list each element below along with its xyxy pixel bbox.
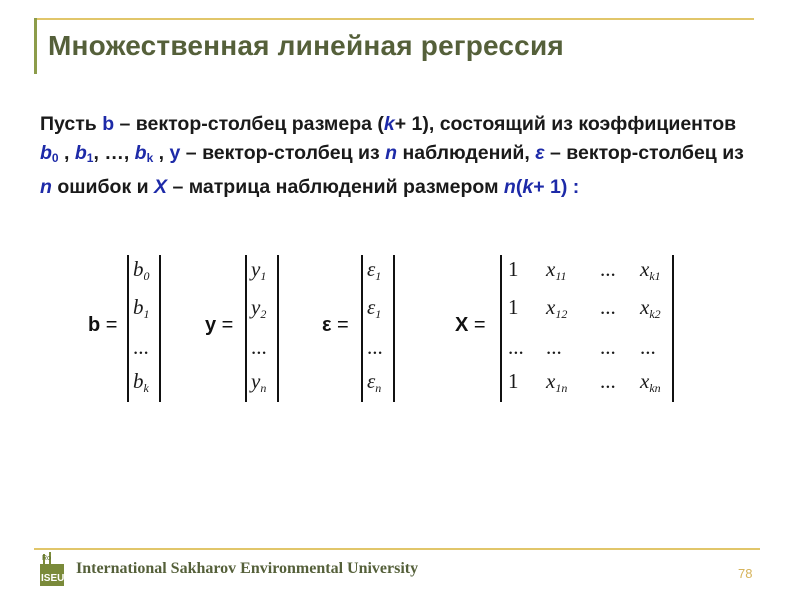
cell-symbol: ... bbox=[508, 335, 524, 359]
matrix-cell bbox=[640, 257, 661, 284]
cell-subscript: 1n bbox=[555, 381, 568, 395]
text-run: , bbox=[153, 142, 170, 164]
cell-symbol: x bbox=[546, 295, 556, 319]
cell-symbol: y bbox=[251, 295, 261, 319]
matrix-cell bbox=[640, 369, 661, 396]
cell-subscript: 0 bbox=[143, 269, 150, 283]
cell-symbol: x bbox=[546, 369, 556, 393]
cell-symbol: 1 bbox=[508, 369, 519, 393]
matrix-cell bbox=[367, 335, 383, 360]
cell-subscript: kn bbox=[649, 381, 661, 395]
matrix-cell bbox=[640, 295, 661, 322]
matrix-cell bbox=[508, 369, 519, 394]
matrix-b-name: b bbox=[88, 314, 101, 336]
matrix-cell bbox=[367, 295, 381, 322]
matrix-cell bbox=[251, 369, 266, 396]
matrix-X bbox=[500, 255, 674, 402]
cell-symbol: ... bbox=[600, 335, 616, 359]
cell-symbol: ... bbox=[640, 335, 656, 359]
bottom-frame-line bbox=[34, 548, 760, 550]
matrix-epsilon-name: ε bbox=[322, 314, 332, 336]
cell-symbol: ε bbox=[367, 257, 376, 281]
cell-subscript: 1 bbox=[375, 307, 382, 321]
cell-symbol: y bbox=[251, 369, 261, 393]
text-run: – матрица наблюдений размером bbox=[167, 176, 504, 198]
matrix-cell bbox=[251, 295, 266, 322]
cell-symbol: ... bbox=[546, 335, 562, 359]
symbol-k: k bbox=[383, 113, 395, 135]
symbol-n: n bbox=[503, 176, 516, 198]
matrix-y-label bbox=[205, 314, 233, 337]
cell-subscript: n bbox=[375, 381, 382, 395]
matrix-y-name: y bbox=[205, 314, 217, 336]
symbol-b: b bbox=[102, 113, 115, 135]
equals-sign: = bbox=[331, 314, 349, 336]
text-run: + 1) : bbox=[533, 176, 580, 198]
text-run: наблюдений, bbox=[397, 142, 536, 164]
cell-symbol: x bbox=[640, 369, 650, 393]
matrix-cell bbox=[133, 295, 150, 322]
top-frame-line bbox=[34, 18, 754, 20]
cell-subscript: 11 bbox=[555, 269, 567, 283]
cell-subscript: 1 bbox=[143, 307, 150, 321]
text-run: ( bbox=[515, 176, 523, 198]
matrix-cell bbox=[546, 295, 567, 322]
cell-subscript: 1 bbox=[260, 269, 267, 283]
cell-symbol: ... bbox=[133, 335, 149, 359]
cell-symbol: ε bbox=[367, 369, 376, 393]
matrix-cell bbox=[133, 369, 149, 396]
symbol-X: X bbox=[154, 176, 168, 198]
matrix-X-name: X bbox=[455, 314, 469, 336]
text-run: – вектор-столбец из bbox=[544, 142, 744, 164]
text-run: , …, bbox=[93, 142, 135, 164]
matrix-cell bbox=[600, 257, 616, 282]
matrix-cell bbox=[251, 335, 267, 360]
logo-text: ISEU bbox=[41, 573, 64, 584]
cell-subscript: k bbox=[143, 381, 149, 395]
text-run: Пусть bbox=[40, 113, 103, 135]
logo-mark-text: Ro bbox=[42, 555, 51, 562]
subscript: 0 bbox=[51, 151, 59, 165]
symbol-b0: b bbox=[40, 142, 52, 164]
cell-symbol: b bbox=[133, 369, 144, 393]
cell-symbol: y bbox=[251, 257, 261, 281]
cell-symbol: ... bbox=[251, 335, 267, 359]
symbol-epsilon: ε bbox=[535, 142, 545, 164]
cell-symbol: ... bbox=[600, 295, 616, 319]
matrix-cell bbox=[546, 335, 562, 360]
matrix-epsilon bbox=[361, 255, 395, 402]
left-frame-line bbox=[34, 18, 37, 74]
text-run: – вектор-столбец из bbox=[180, 142, 386, 164]
equals-sign: = bbox=[468, 314, 486, 336]
cell-symbol: x bbox=[640, 295, 650, 319]
matrix-cell bbox=[133, 257, 150, 284]
equals-sign: = bbox=[216, 314, 234, 336]
cell-symbol: 1 bbox=[508, 295, 519, 319]
matrix-cell bbox=[367, 257, 381, 284]
symbol-y: y bbox=[169, 142, 181, 164]
text-run: ошибок и bbox=[51, 176, 155, 198]
matrix-b bbox=[127, 255, 161, 402]
matrix-b-label bbox=[88, 314, 117, 337]
matrix-cell bbox=[508, 257, 519, 282]
text-run: – вектор-столбец размера ( bbox=[114, 113, 384, 135]
slide-title: Множественная линейная регрессия bbox=[48, 30, 564, 61]
matrix-cell bbox=[367, 369, 381, 396]
university-name: International Sakharov Environmental University bbox=[76, 560, 419, 577]
matrix-cell bbox=[251, 257, 266, 284]
cell-subscript: 1 bbox=[375, 269, 382, 283]
cell-symbol: b bbox=[133, 257, 144, 281]
matrix-cell bbox=[600, 335, 616, 360]
cell-symbol: ... bbox=[600, 257, 616, 281]
symbol-b1: b bbox=[74, 142, 87, 164]
cell-subscript: k1 bbox=[649, 269, 661, 283]
matrix-cell bbox=[546, 369, 567, 396]
matrix-cell bbox=[600, 295, 616, 320]
cell-symbol: ... bbox=[367, 335, 383, 359]
slide-paragraph bbox=[40, 110, 760, 202]
matrix-cell bbox=[508, 335, 524, 360]
cell-symbol: ε bbox=[367, 295, 376, 319]
matrix-cell bbox=[600, 369, 616, 394]
cell-symbol: b bbox=[133, 295, 144, 319]
cell-symbol: ... bbox=[600, 369, 616, 393]
matrix-cell bbox=[133, 335, 149, 360]
symbol-n: n bbox=[40, 176, 52, 198]
symbol-bk: b bbox=[134, 142, 147, 164]
matrix-cell bbox=[640, 335, 656, 360]
page-number: 78 bbox=[738, 566, 753, 581]
matrix-cell bbox=[508, 295, 519, 320]
cell-symbol: 1 bbox=[508, 257, 519, 281]
cell-subscript: 12 bbox=[555, 307, 568, 321]
text-run: + 1), состоящий из коэффициентов bbox=[394, 113, 737, 135]
symbol-k: k bbox=[522, 176, 534, 198]
subscript: 1 bbox=[86, 151, 94, 165]
matrix-y bbox=[245, 255, 279, 402]
cell-subscript: k2 bbox=[649, 307, 661, 321]
cell-symbol: x bbox=[640, 257, 650, 281]
text-run: , bbox=[58, 142, 75, 164]
cell-subscript: 2 bbox=[260, 307, 267, 321]
matrix-epsilon-label bbox=[322, 314, 349, 337]
symbol-n: n bbox=[385, 142, 398, 164]
subscript: k bbox=[146, 151, 154, 165]
matrix-cell bbox=[546, 257, 566, 284]
equals-sign: = bbox=[100, 314, 118, 336]
cell-subscript: n bbox=[260, 381, 267, 395]
iseu-logo bbox=[40, 550, 64, 586]
matrix-X-label bbox=[455, 314, 486, 337]
cell-symbol: x bbox=[546, 257, 556, 281]
